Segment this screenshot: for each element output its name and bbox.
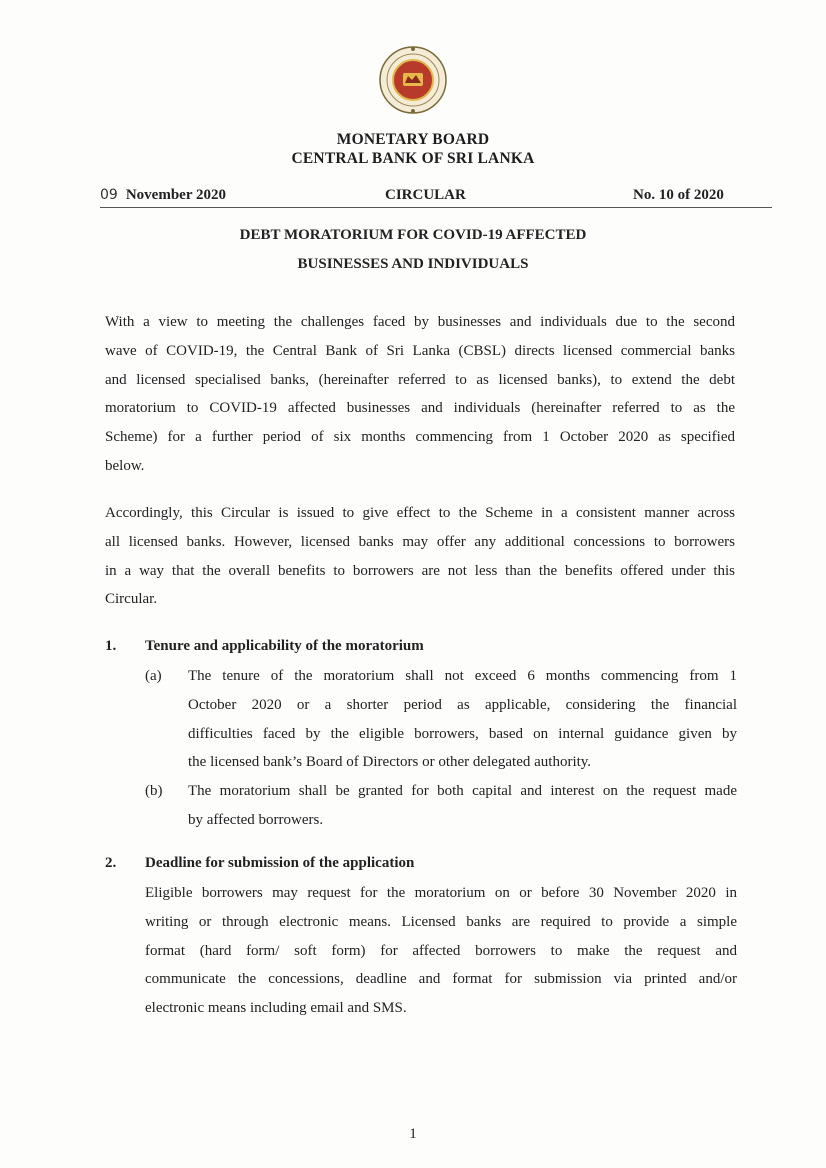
text-line: wave of COVID-19, the Central Bank of Sri Lanka (CBSL) directs licensed commercial banks	[105, 342, 735, 359]
board-title: MONETARY BOARD	[336, 131, 490, 148]
text-line: moratorium to COVID-19 affected businesses and individuals (hereinafter referred to as the	[105, 400, 735, 417]
page-number: 1	[409, 1126, 417, 1142]
text-line: communicate the concessions, deadline and format for submission via printed and/or	[145, 971, 737, 988]
text-line: by affected borrowers.	[188, 811, 324, 828]
text-line: Eligible borrowers may request for the moratorium on or before 30 November 2020 in	[145, 885, 737, 901]
text-line: in a way that the overall benefits to borrowers are not less than the benefits offered under this	[105, 562, 735, 579]
circular-date	[100, 187, 226, 204]
text-line: all licensed banks. However, licensed banks may offer any additional concessions to borrowers	[105, 533, 735, 550]
section-title: Deadline for submission of the application	[145, 855, 415, 871]
text-line: Circular.	[105, 591, 158, 608]
item-text	[188, 777, 737, 835]
text-line: difficulties faced by the eligible borrowers, based on internal guidance given by	[188, 725, 737, 742]
central-bank-seal-logo	[378, 45, 448, 115]
section-1-heading	[105, 638, 424, 655]
text-line: format (hard form/ soft form) for affected borrowers to make the request and	[145, 942, 737, 959]
intro-paragraph	[105, 308, 735, 481]
text-line: October 2020 or a shorter period as applicable, considering the financial	[188, 696, 737, 713]
handwritten-day: 09	[100, 187, 118, 203]
circular-number: No. 10 of 2020	[633, 187, 724, 203]
item-label: (a)	[145, 668, 162, 684]
section-number: 2.	[105, 855, 117, 871]
item-text	[188, 662, 737, 777]
section-2-heading	[105, 855, 414, 872]
text-line: The moratorium shall be granted for both capital and interest on the request made	[188, 783, 737, 799]
text-line: With a view to meeting the challenges faced by businesses and individuals due to the second	[105, 314, 735, 330]
text-line: below.	[105, 457, 145, 474]
section-2-body	[145, 879, 737, 1023]
bank-name: CENTRAL BANK OF SRI LANKA	[291, 150, 535, 167]
item-label: (b)	[145, 783, 163, 799]
subject-line-1: DEBT MORATORIUM FOR COVID-19 AFFECTED	[239, 227, 587, 243]
text-line: and licensed specialised banks, (hereinafter referred to as licensed banks), to extend the debt	[105, 371, 735, 388]
text-line: electronic means including email and SMS.	[145, 1000, 407, 1017]
text-line: Scheme) for a further period of six months commencing from 1 October 2020 as specified	[105, 429, 735, 446]
section-number: 1.	[105, 638, 117, 654]
text-line: writing or through electronic means. Licensed banks are required to provide a simple	[145, 913, 737, 930]
date-month-year: November 2020	[125, 187, 226, 203]
text-line: Accordingly, this Circular is issued to give effect to the Scheme in a consistent manner across	[105, 505, 735, 521]
circular-header-row	[100, 187, 772, 208]
circular-label: CIRCULAR	[385, 187, 466, 203]
text-line: The tenure of the moratorium shall not exceed 6 months commencing from 1	[188, 668, 737, 684]
accordingly-paragraph	[105, 499, 735, 614]
text-line: the licensed bank’s Board of Directors or other delegated authority.	[188, 754, 592, 771]
section-title: Tenure and applicability of the moratorium	[145, 638, 424, 654]
subject-line-2: BUSINESSES AND INDIVIDUALS	[297, 256, 529, 272]
